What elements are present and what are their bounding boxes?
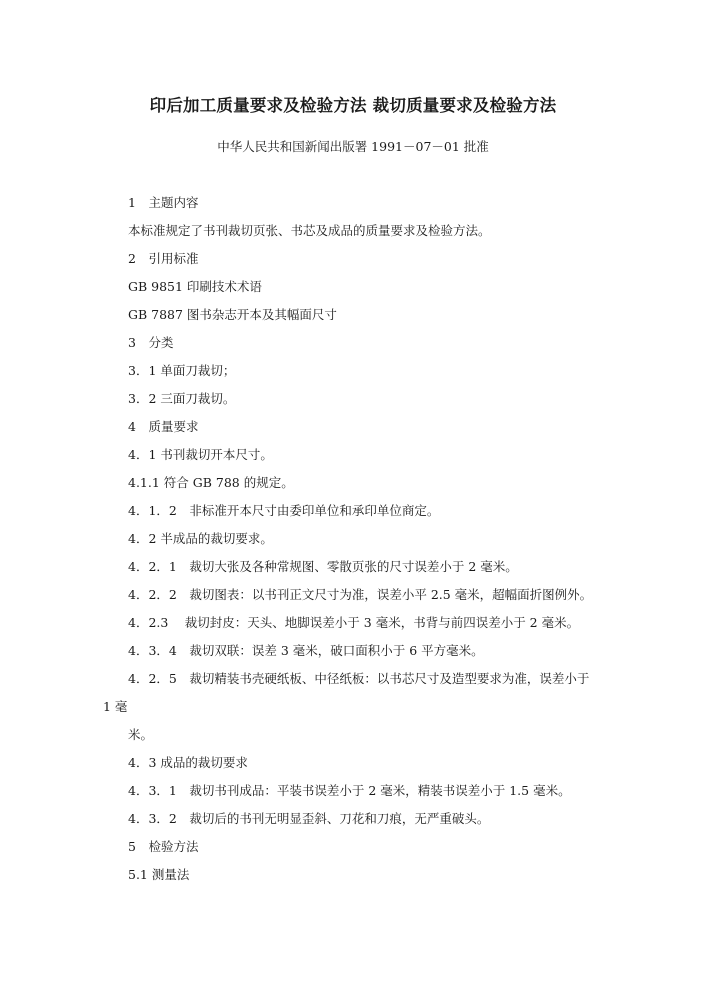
- paragraph: 4．3 成品的裁切要求: [128, 755, 248, 770]
- paragraph: 5.1 测量法: [128, 867, 190, 882]
- section-heading: 5 检验方法: [128, 839, 199, 854]
- paragraph: 4．2.3 裁切封皮：天头、地脚误差小于 3 毫米，书背与前四误差小于 2 毫米。: [128, 615, 580, 630]
- document-title: 印后加工质量要求及检验方法 裁切质量要求及检验方法: [149, 96, 557, 115]
- paragraph: 4．3．1 裁切书刊成品：平装书误差小于 2 毫米，精装书误差小于 1.5 毫米。: [128, 783, 571, 798]
- document-subtitle: 中华人民共和国新闻出版署 1991－07－01 批准: [217, 139, 489, 154]
- paragraph: 1 毫: [103, 699, 128, 714]
- paragraph: GB 7887 图书杂志开本及其幅面尺寸: [128, 307, 337, 322]
- paragraph: 3．1 单面刀裁切；: [128, 363, 236, 378]
- paragraph: 3．2 三面刀裁切。: [128, 391, 236, 406]
- paragraph: 4．2．1 裁切大张及各种常规图、零散页张的尺寸误差小于 2 毫米。: [128, 559, 518, 574]
- paragraph: 4．2 半成品的裁切要求。: [128, 531, 273, 546]
- paragraph: 4．2．5 裁切精装书壳硬纸板、中径纸板：以书芯尺寸及造型要求为准，误差小于: [128, 671, 590, 686]
- section-heading: 1 主题内容: [128, 195, 199, 210]
- paragraph: 本标准规定了书刊裁切页张、书芯及成品的质量要求及检验方法。: [128, 223, 491, 238]
- paragraph: 4．3．4 裁切双联：误差 3 毫米，破口面积小于 6 平方毫米。: [128, 643, 484, 658]
- paragraph: 4．1 书刊裁切开本尺寸。: [128, 447, 273, 462]
- paragraph: GB 9851 印刷技术术语: [128, 279, 262, 294]
- paragraph: 米。: [128, 727, 154, 742]
- section-heading: 4 质量要求: [128, 419, 199, 434]
- paragraph: 4．3．2 裁切后的书刊无明显歪斜、刀花和刀痕，无严重破头。: [128, 811, 490, 826]
- paragraph: 4.1.1 符合 GB 788 的规定。: [128, 475, 294, 490]
- section-heading: 2 引用标准: [128, 251, 199, 266]
- paragraph: 4．2．2 裁切图表：以书刊正文尺寸为准，误差小平 2.5 毫米，超幅面折图例外。: [128, 587, 593, 602]
- section-heading: 3 分类: [128, 335, 174, 350]
- paragraph: 4．1．2 非标准开本尺寸由委印单位和承印单位商定。: [128, 503, 440, 518]
